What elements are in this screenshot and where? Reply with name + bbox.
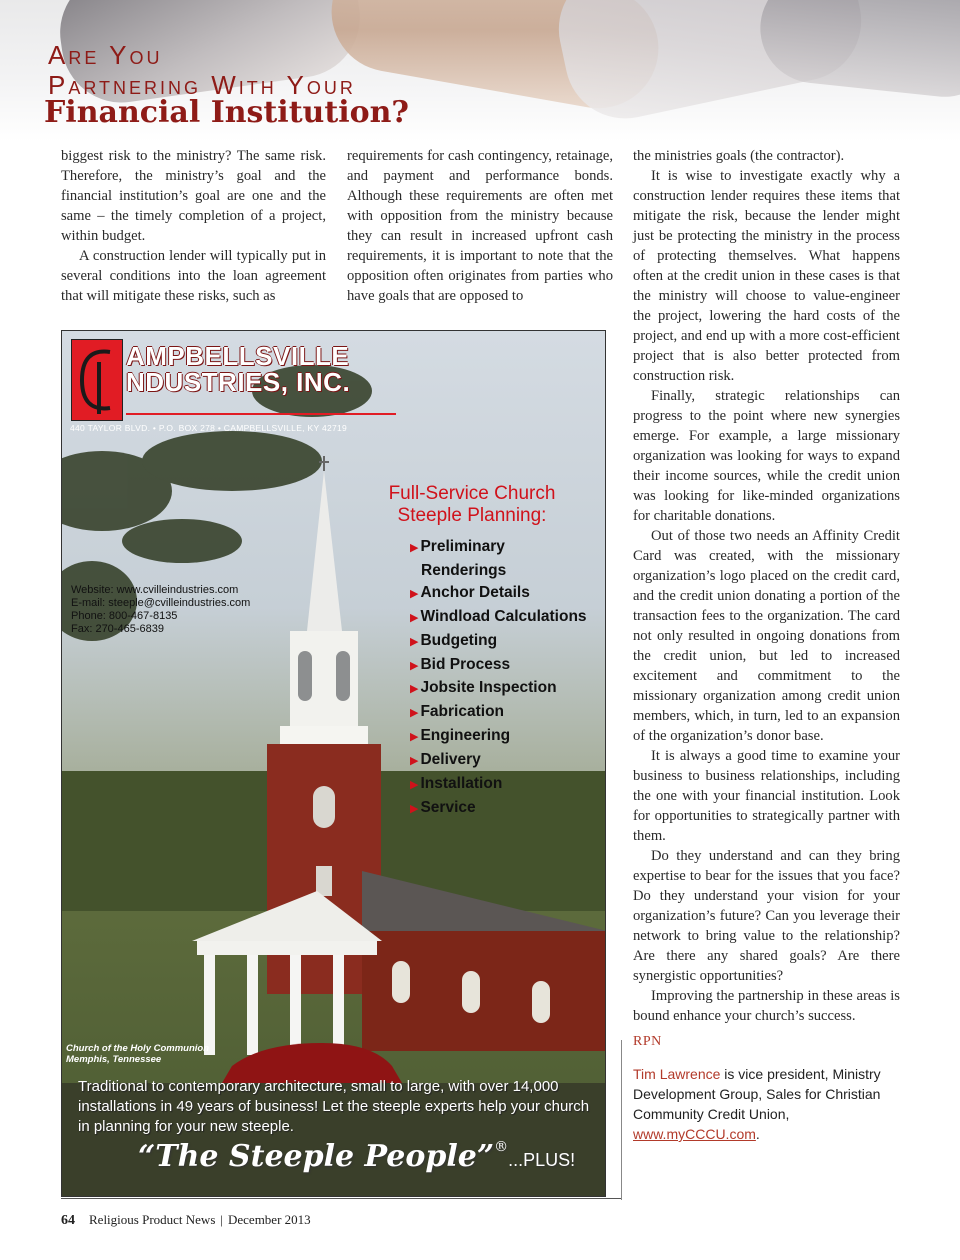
steeple-advertisement xyxy=(61,330,606,1197)
bullet-arrow-icon: ▶ xyxy=(410,542,419,554)
service-item: ▶ Engineering xyxy=(410,727,511,745)
bio-text: is vice president, Ministry Development Group, Sales for Christian Community Credit Union, xyxy=(633,1066,881,1122)
logo-underline xyxy=(126,413,396,415)
company-logo xyxy=(71,339,123,421)
page-title: Financial Institution? xyxy=(44,95,410,130)
service-item: ▶ Windload Calculations xyxy=(410,607,587,625)
service-item: ▶ Installation xyxy=(410,775,503,793)
company-name: AMPBELLSVILLE NDUSTRIES, INC. xyxy=(126,341,351,397)
ci-monogram-icon xyxy=(72,340,122,420)
paragraph: the ministries goals (the contractor). xyxy=(633,148,845,164)
paragraph: requirements for cash contingency, retainage, and payment and performance bonds. Although these requirements are often met with opposition from the ministry because they can result in increased upfront cash requirements, it is important to note that the opposition often originates from parties who have goals that are opposed to xyxy=(347,148,613,304)
paragraph: Out of those two needs an Affinity Credit Card was created, with the missionary organization’s logo placed on the credit card, and the credit union donating a portion of the transaction fees to the organization. The card not only resulted in ongoing donations from the credit union, but led to increased excitement and commitment to the missionary organization among credit union members, which, in turn, led to an expansion of the organization’s donor base. xyxy=(633,528,900,744)
bullet-arrow-icon: ▶ xyxy=(410,755,419,768)
page-number: 64 xyxy=(61,1213,75,1228)
contact-email: E-mail: steeple@cvilleindustries.com xyxy=(71,597,251,609)
bullet-arrow-icon: ▶ xyxy=(410,659,419,672)
bullet-arrow-icon: ▶ xyxy=(410,611,419,624)
column-divider xyxy=(621,1040,622,1200)
service-item: ▶ Jobsite Inspection xyxy=(410,679,557,697)
paragraph: A construction lender will typically put in several conditions into the loan agreement that will mitigate these risks, such as xyxy=(61,248,326,304)
services-title: Full-Service Church Steeple Planning: xyxy=(388,483,556,526)
service-item: ▶ Bid Process xyxy=(410,655,511,673)
article-column-3 xyxy=(633,146,900,1144)
ad-slogan: “The Steeple People”®...PLUS! xyxy=(138,1139,576,1174)
bullet-arrow-icon: ▶ xyxy=(410,683,419,696)
header-banner xyxy=(0,0,960,142)
end-mark: RPN xyxy=(633,1034,662,1049)
service-item: Renderings xyxy=(421,561,507,579)
contact-fax: Fax: 270-465-6839 xyxy=(71,623,164,635)
bullet-arrow-icon: ▶ xyxy=(410,707,419,720)
bullet-arrow-icon: ▶ xyxy=(410,587,419,600)
contact-phone: Phone: 800-467-8135 xyxy=(71,610,178,622)
paragraph: It is always a good time to examine your business to business relationships, including the one with your financial institution. Look for opportunities to strategically partner with them. xyxy=(633,748,900,844)
title-line-1: Are You xyxy=(48,40,163,70)
paragraph: Do they understand and can they bring expertise to bear for the issues that you face? Do they understand your vision for your organization’s future? Can you leverage their network to bring value to the relationship? Are there any shared goals? Are there synergistic opportunities? xyxy=(633,848,900,984)
bullet-arrow-icon: ▶ xyxy=(410,635,419,648)
bullet-arrow-icon: ▶ xyxy=(410,779,419,792)
paragraph: Improving the partnership in these areas is bound enhance your church’s success. xyxy=(633,988,900,1024)
bio-end: . xyxy=(755,1126,760,1142)
page-footer xyxy=(61,1212,311,1229)
paragraph: It is wise to investigate exactly why a construction lender requires these items that mitigate the risk, because the lender might just be protecting the ministry in the process of protecting themselves. What happens often at the credit union in these cases is that the ministry will choose to value-engineer the project, lowering the hard costs of the project, and end up with a more cost-efficient project that is also better protected from construction risk. xyxy=(633,168,900,384)
bullet-arrow-icon: ▶ xyxy=(410,731,419,744)
article-column-2 xyxy=(347,146,613,306)
author-name: Tim Lawrence xyxy=(633,1066,721,1082)
paragraph: Finally, strategic relationships can progress to the point where new synergies emerge. For example, a large missionary organization was looking for ways to expand their income sources, while the credit union was looking for like-minded organizations for charitable donations. xyxy=(633,388,900,524)
handshake-photo-far-right xyxy=(755,0,960,102)
services-list xyxy=(410,536,587,821)
article-column-1 xyxy=(61,146,326,306)
steeple-spire xyxy=(307,471,342,631)
author-website-link[interactable]: www.myCCCU.com xyxy=(633,1126,756,1142)
ad-tagline: Traditional to contemporary architecture, small to large, with over 14,000 installations in 49 years of business! Let the steeple experts help your church in planning for your new steeple. xyxy=(78,1078,590,1135)
title-line-2: Partnering With Your xyxy=(48,70,356,100)
service-item: ▶ Service xyxy=(410,798,476,816)
publication-name: Religious Product News xyxy=(89,1212,216,1227)
bullet-arrow-icon: ▶ xyxy=(410,802,419,815)
photo-caption: Church of the Holy Communion Memphis, Tennessee xyxy=(66,1043,210,1065)
author-bio xyxy=(633,1064,900,1144)
service-item: ▶ Anchor Details xyxy=(410,583,530,601)
footer-separator: | xyxy=(220,1212,223,1227)
issue-date: December 2013 xyxy=(228,1212,311,1227)
company-address: 440 TAYLOR BLVD. • P.O. BOX 278 • CAMPBELLSVILLE, KY 42719 xyxy=(70,423,348,433)
service-item: ▶ Preliminary xyxy=(410,538,505,555)
service-item: ▶ Fabrication xyxy=(410,703,505,721)
footer-rule xyxy=(61,1198,621,1199)
service-item: ▶ Delivery xyxy=(410,751,481,769)
contact-info xyxy=(71,584,250,636)
contact-website: Website: www.cvilleindustries.com xyxy=(71,584,239,596)
service-item: ▶ Budgeting xyxy=(410,631,498,649)
paragraph: biggest risk to the ministry? The same risk. Therefore, the ministry’s goal and the financial institution’s goal are one and the same – the timely completion of a project, within budget. xyxy=(61,148,326,244)
